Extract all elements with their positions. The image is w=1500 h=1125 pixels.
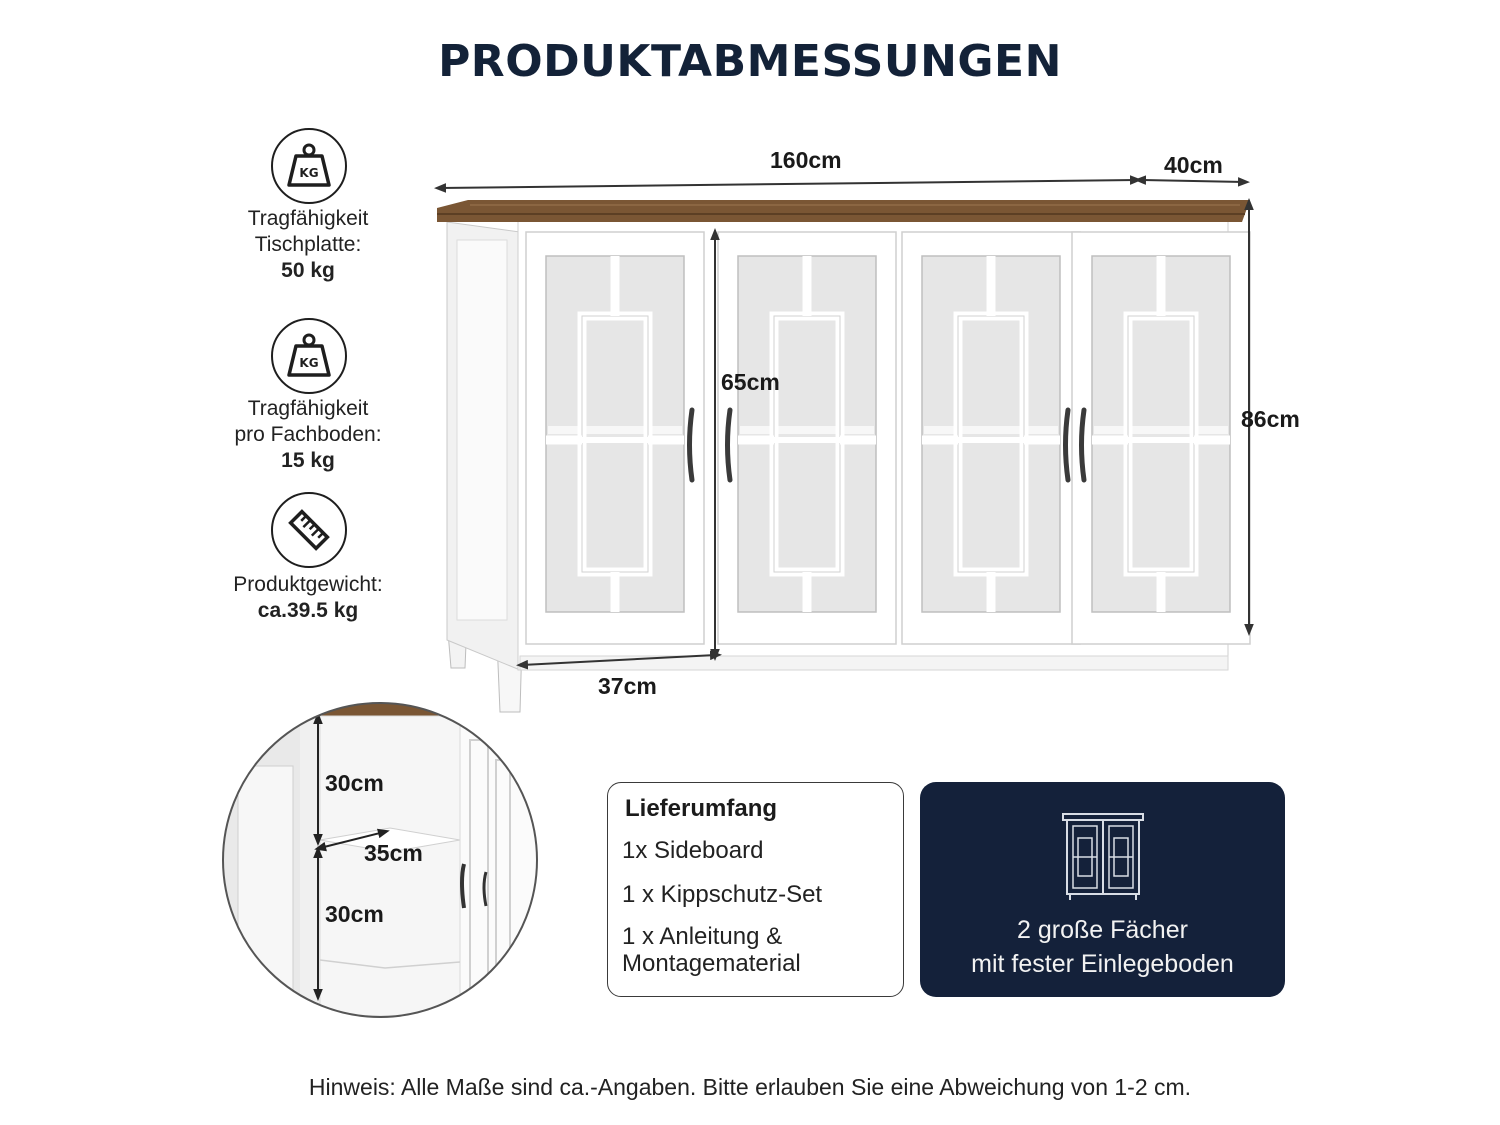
spec-label-line: Tischplatte: (254, 233, 362, 256)
spec-value: ca.39.5 kg (257, 599, 359, 622)
delivery-title: Lieferumfang (625, 795, 778, 822)
kg-label: KG (299, 356, 319, 370)
depth-label: 40cm (1164, 152, 1223, 178)
spec-label-line: pro Fachboden: (234, 423, 382, 446)
spec-label-line: Produktgewicht: (233, 573, 383, 596)
depth-dimension-line (1140, 180, 1244, 182)
glass-door[interactable] (526, 232, 704, 644)
door-height-label: 65cm (721, 369, 780, 395)
delivery-item: 1x Sideboard (622, 837, 764, 864)
spec-label-line: Tragfähigkeit (247, 207, 369, 230)
glass-door[interactable] (718, 232, 896, 644)
delivery-item: 1 x Kippschutz-Set (622, 881, 823, 908)
wood-top (437, 200, 1250, 222)
feature-box (920, 782, 1285, 997)
width-dimension-line (440, 180, 1136, 188)
shelf-depth-label: 35cm (364, 840, 423, 866)
feature-line: 2 große Fächer (1017, 916, 1188, 944)
spec-value: 15 kg (281, 449, 335, 472)
width-label: 160cm (770, 147, 842, 173)
feature-line: mit fester Einlegeboden (971, 950, 1234, 978)
door-width-label: 37cm (598, 673, 657, 699)
cabinet-doors (526, 232, 1250, 644)
glass-door[interactable] (1072, 232, 1250, 644)
delivery-item: 1 x Anleitung & (622, 923, 783, 950)
delivery-item: Montagematerial (622, 950, 801, 977)
delivery-box (607, 782, 904, 997)
lower-shelf-label: 30cm (325, 901, 384, 927)
kg-label: KG (299, 166, 319, 180)
cabinet-icon (1060, 810, 1146, 902)
upper-shelf-label: 30cm (325, 770, 384, 796)
spec-label-line: Tragfähigkeit (247, 397, 369, 420)
page-title: PRODUKTABMESSUNGEN (438, 36, 1062, 87)
spec-value: 50 kg (281, 259, 335, 282)
height-label: 86cm (1241, 406, 1300, 432)
disclaimer-note: Hinweis: Alle Maße sind ca.-Angaben. Bitte erlauben Sie eine Abweichung von 1-2 cm. (308, 1074, 1192, 1100)
glass-door[interactable] (902, 232, 1080, 644)
